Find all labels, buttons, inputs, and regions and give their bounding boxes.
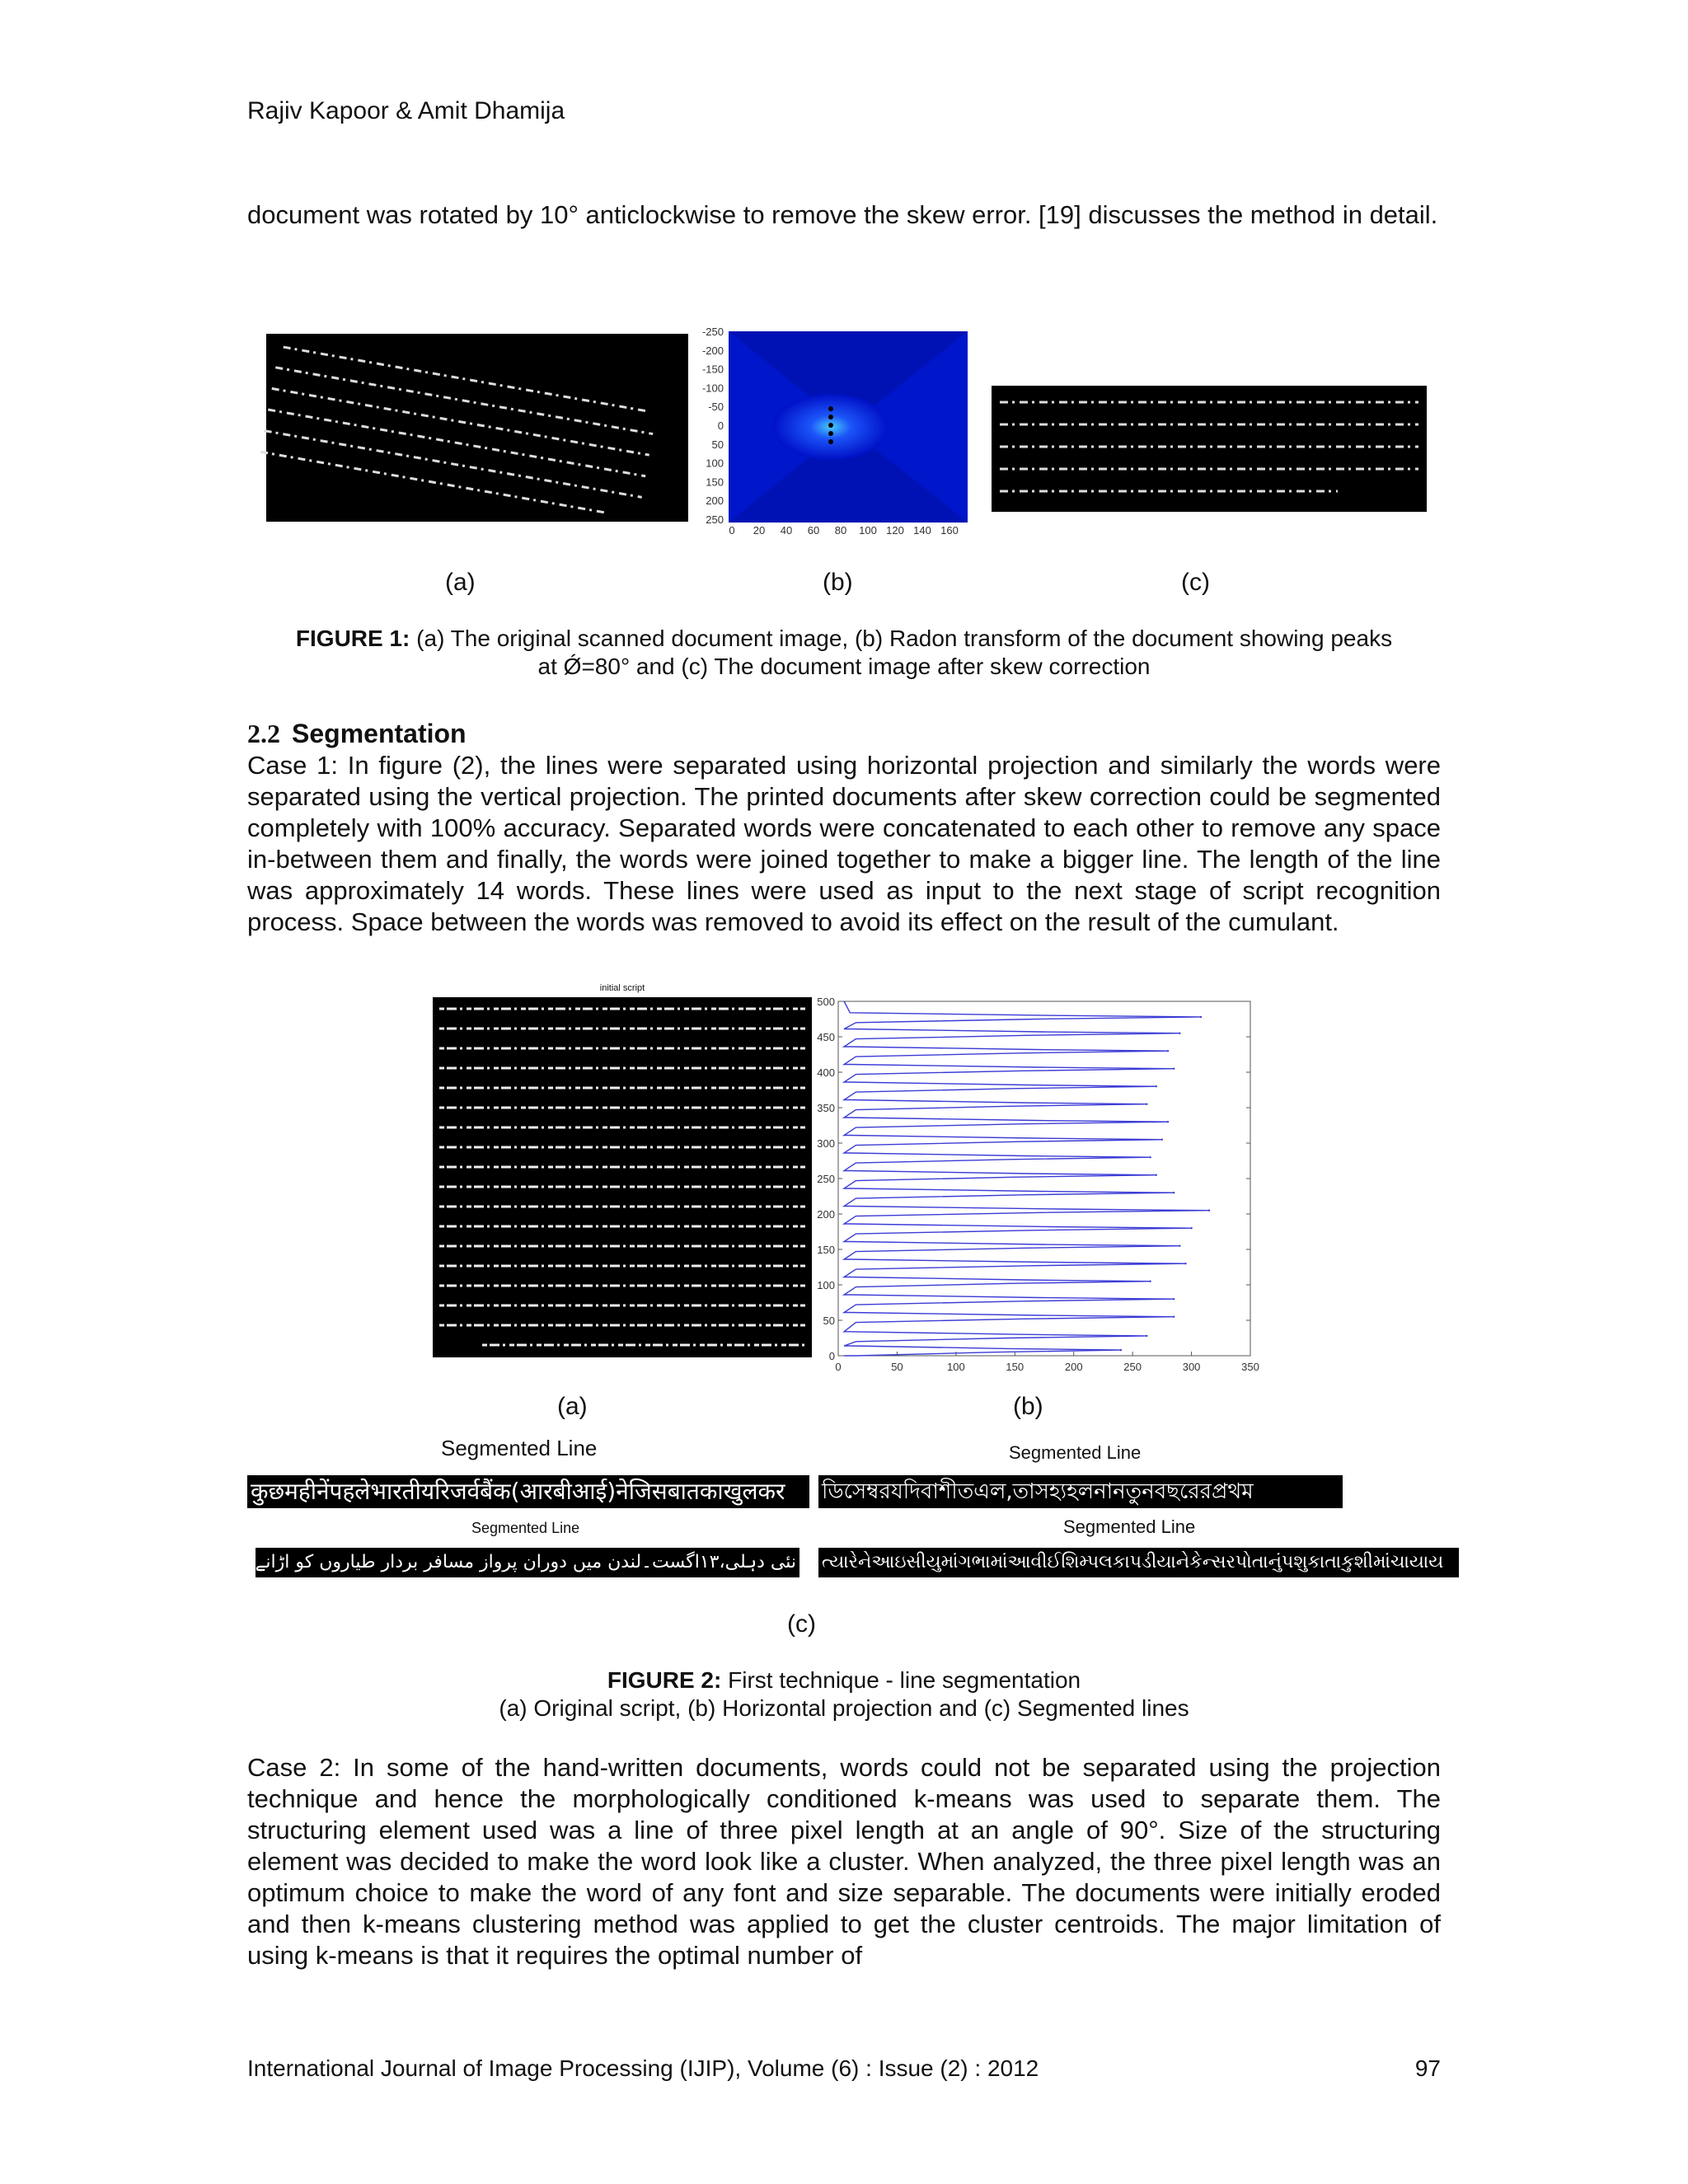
segmented-line-bengali-text: ডিসেম্বরযদিবাশীতএল,তাসহ্যহলনানতুনবছরেরপ্রথম xyxy=(822,1479,1254,1504)
x-tick-label: 250 xyxy=(1123,1361,1142,1373)
segmented-line-bengali xyxy=(818,1475,1343,1508)
segmented-line-gujarati-text: ત્યારેનેઆઇસીયુમાંગભામાંઆવીઈશિમ્પલકાપડીયાનેકેન્સરપોતાનુંપશુકાતાકુશીમાંચાયાય xyxy=(822,1552,1444,1572)
projection-peak-point xyxy=(1149,1281,1151,1282)
y-tick-label: 100 xyxy=(817,1279,835,1291)
figure1-a-skewed-document-image xyxy=(266,334,688,522)
figure2-caption-line2: (a) Original script, (b) Horizontal projection and (c) Segmented lines xyxy=(499,1695,1189,1721)
figure1-b-radon-transform xyxy=(699,326,971,537)
radon-x-tick-label: 20 xyxy=(753,524,766,537)
radon-y-tick-label: -50 xyxy=(708,401,724,414)
y-tick-label: 0 xyxy=(828,1350,835,1362)
radon-y-tick-label: -150 xyxy=(701,363,724,376)
section-heading xyxy=(247,719,467,749)
projection-peak-point xyxy=(1200,1016,1202,1018)
figure1-caption xyxy=(247,625,1441,681)
y-tick-label: 50 xyxy=(823,1315,835,1327)
y-tick-label: 400 xyxy=(817,1066,835,1079)
running-header: Rajiv Kapoor & Amit Dhamija xyxy=(247,97,565,124)
figure1-label-c: (c) xyxy=(1181,569,1210,596)
figure1-caption-label: FIGURE 1: xyxy=(295,626,410,651)
y-tick-label: 350 xyxy=(817,1102,835,1114)
radon-y-tick-label: -100 xyxy=(701,382,724,395)
projection-peak-point xyxy=(1184,1263,1186,1264)
radon-y-tick-label: 100 xyxy=(706,457,724,470)
y-tick-label: 150 xyxy=(817,1244,835,1256)
page-number: 97 xyxy=(1414,2055,1441,2081)
x-tick-label: 50 xyxy=(891,1361,903,1373)
projection-peak-point xyxy=(1156,1174,1157,1176)
segmented-line-label-1: Segmented Line xyxy=(441,1436,598,1460)
section-title: Segmentation xyxy=(292,719,467,748)
chart-plot-area xyxy=(838,1001,1250,1356)
segmented-line-hindi xyxy=(247,1475,809,1508)
radon-x-tick-label: 0 xyxy=(729,524,735,537)
radon-x-tick-label: 140 xyxy=(913,524,931,537)
segmented-line-urdu xyxy=(12,1548,799,1577)
x-tick-label: 350 xyxy=(1241,1361,1259,1373)
radon-x-tick-label: 60 xyxy=(807,524,820,537)
figure2-a-original-script-image xyxy=(433,997,812,1357)
projection-peak-point xyxy=(1208,1210,1210,1212)
radon-y-tick-label: 250 xyxy=(706,513,724,526)
section-number: 2.2 xyxy=(247,719,280,748)
projection-peak-point xyxy=(1173,1316,1175,1318)
figure1-caption-text: (a) The original scanned document image, (b) Radon transform of the document showing peaks xyxy=(410,626,1393,651)
projection-peak-point xyxy=(1179,1033,1180,1034)
projection-peak-point xyxy=(1146,1335,1147,1337)
radon-y-tick-label: 0 xyxy=(717,419,724,432)
radon-x-tick-label: 160 xyxy=(940,524,959,537)
y-tick-label: 250 xyxy=(817,1173,835,1185)
projection-peak-point xyxy=(1167,1121,1169,1122)
case1-paragraph: Case 1: In figure (2), the lines were separated using horizontal projection and similarly the words were separated using the vertical projection. The printed documents after skew correction could be segmented completely with 100% accuracy. Separated words were concatenated to each other to remove any space in-between them and finally, the words were joined together to make a bigger line. The length of the line was approximately 14 words. These lines were used as input to the next stage of script recognition process. Space between the words was removed to avoid its effect on the result of the cumulant. xyxy=(247,751,1441,936)
projection-peak-point xyxy=(1179,1245,1180,1247)
radon-y-tick-label: 50 xyxy=(711,438,724,451)
projection-peak-point xyxy=(1146,1104,1147,1105)
segmented-line-urdu-text: نئی دہلی،۱۳اگست۔لندن میں دوران پرواز مسافر بردار طیاروں کو اڑانے کی سازش کے معاملے میں جیت xyxy=(12,1552,796,1572)
segmented-line-label-4: Segmented Line xyxy=(1063,1516,1196,1537)
figure1-caption-line2: at Ǿ=80° and (c) The document image after skew correction xyxy=(537,654,1151,679)
projection-peak-point xyxy=(1173,1298,1175,1300)
projection-peak-point xyxy=(1167,1050,1169,1052)
figure2-caption-text: First technique - line segmentation xyxy=(721,1667,1081,1693)
projection-peak-point xyxy=(1156,1085,1157,1087)
y-tick-label: 450 xyxy=(817,1031,835,1043)
projection-peak-point xyxy=(1190,1227,1192,1229)
x-tick-label: 300 xyxy=(1182,1361,1201,1373)
radon-y-tick-label: 150 xyxy=(706,476,724,489)
footer-journal: International Journal of Image Processing (IJIP), Volume (6) : Issue (2) : 2012 xyxy=(247,2055,1039,2081)
projection-peak-point xyxy=(1173,1192,1175,1193)
segmented-line-hindi-text: कुछमहीनेंपहलेभारतीयरिजर्वबैंक(आरबीआई)नेजिसबातकाखुलकर xyxy=(251,1478,785,1505)
y-tick-label: 500 xyxy=(817,996,835,1008)
y-tick-label: 300 xyxy=(817,1137,835,1150)
figure2-label-b: (b) xyxy=(1013,1393,1043,1420)
figure2-caption xyxy=(247,1666,1441,1722)
radon-x-tick-label: 80 xyxy=(834,524,847,537)
figure2-label-a: (a) xyxy=(557,1393,588,1420)
radon-x-tick-label: 40 xyxy=(780,524,793,537)
projection-peak-point xyxy=(1120,1349,1122,1351)
radon-x-tick-label: 100 xyxy=(859,524,877,537)
y-tick-label: 200 xyxy=(817,1208,835,1221)
x-tick-label: 200 xyxy=(1064,1361,1083,1373)
radon-y-tick-label: 200 xyxy=(706,494,724,508)
figure2-label-c: (c) xyxy=(787,1610,816,1638)
x-tick-label: 100 xyxy=(947,1361,965,1373)
figure2-caption-label: FIGURE 2: xyxy=(607,1667,722,1693)
radon-y-tick-label: -200 xyxy=(701,344,724,357)
x-tick-label: 150 xyxy=(1006,1361,1025,1373)
projection-peak-point xyxy=(1161,1139,1163,1141)
segmented-line-label-3: Segmented Line xyxy=(471,1520,580,1536)
figure1-label-a: (a) xyxy=(445,569,476,596)
radon-x-tick-label: 120 xyxy=(886,524,904,537)
figure1-c-corrected-document-image xyxy=(992,386,1427,512)
case2-paragraph: Case 2: In some of the hand-written documents, words could not be separated using the projection technique and hence the morphologically conditioned k-means was used to separate them. The structuring element used was a line of three pixel length at an angle of 90°. Size of the structuring element was decided to make the word look like a cluster. When analyzed, the three pixel length was an optimum choice to make the word of any font and size separable. The documents were initially eroded and then k-means clustering method was applied to get the cluster centroids. The major limitation of using k-means is that it requires the optimal number of xyxy=(247,1753,1441,1970)
segmented-line-label-2: Segmented Line xyxy=(1009,1442,1142,1463)
figure1-label-b: (b) xyxy=(823,569,853,596)
x-tick-label: 0 xyxy=(835,1361,842,1373)
segmented-line-gujarati xyxy=(818,1548,1459,1577)
initial-script-title: initial script xyxy=(599,983,645,993)
intro-paragraph: document was rotated by 10° anticlockwise to remove the skew error. [19] discusses the method in detail. xyxy=(247,200,1438,229)
radon-y-tick-label: -250 xyxy=(701,326,724,338)
figure2-b-horizontal-projection-chart xyxy=(812,993,1282,1380)
projection-peak-point xyxy=(1149,1156,1151,1158)
projection-peak-point xyxy=(1173,1068,1175,1070)
